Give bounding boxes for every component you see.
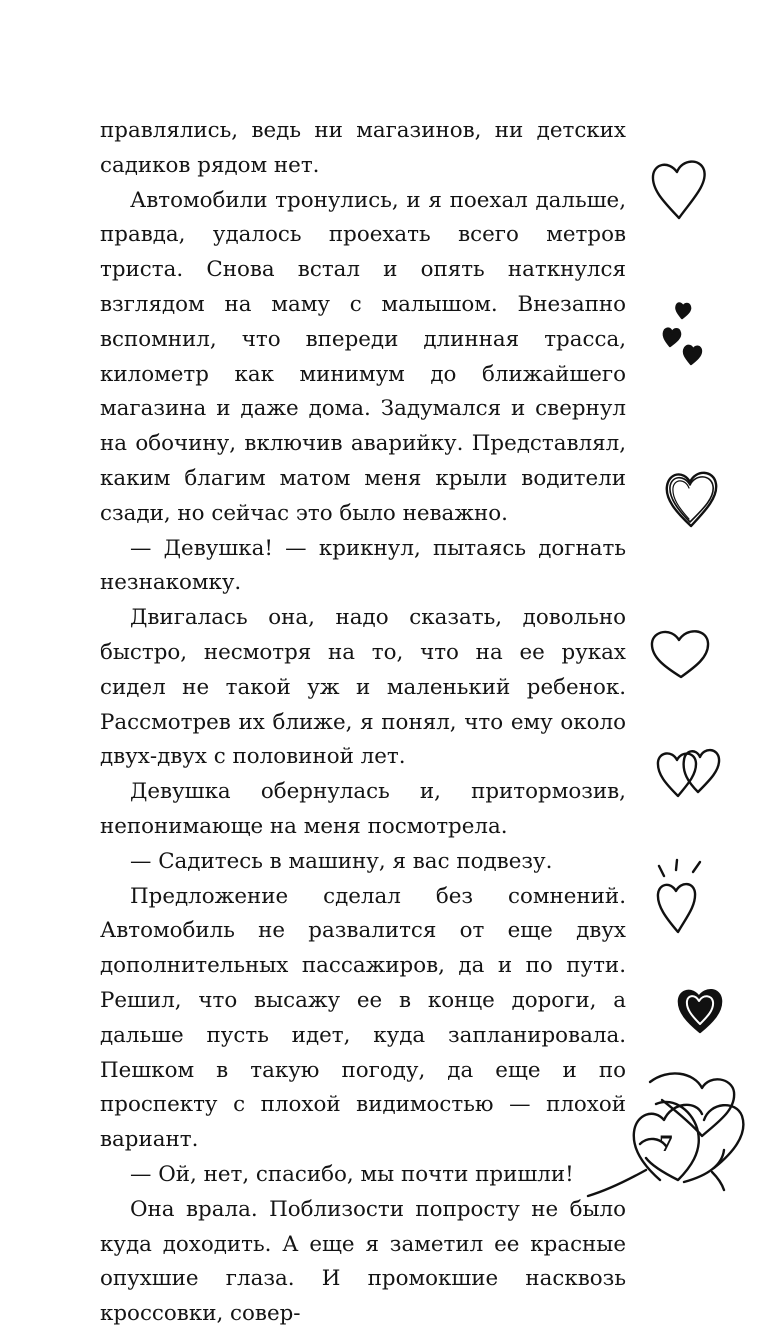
radiating-heart-icon [650, 856, 712, 936]
intertwined-hearts-icon [586, 1062, 768, 1202]
heart-outline-icon [648, 156, 710, 222]
scribble-heart-icon [660, 462, 722, 532]
paragraph: Двигалась она, надо сказать, довольно быстро, несмотря на то, что на ее руках сидел не такой уж и маленький ребенок. Рассмотрев их ближе, я понял, что ему около двух-двух с половиной лет. [100, 605, 626, 770]
paragraph: — Ой, нет, спасибо, мы почти пришли! [130, 1161, 574, 1187]
paragraph: Она врала. Поблизости попросту не было куда доходить. А еще я заметил ее красные опухшие глаза. И промокшие насквозь кроссовки, совер- [100, 1196, 626, 1327]
page-number: 7 [659, 1131, 674, 1156]
paragraph: — Садитесь в машину, я вас подвезу. [130, 848, 553, 874]
book-text [100, 114, 626, 1332]
small-hearts-cluster-icon [660, 298, 704, 368]
paragraph: правлялись, ведь ни магазинов, ни детских садиков рядом нет. [100, 118, 626, 178]
paragraph: Автомобили тронулись, и я поехал дальше, правда, удалось проехать всего метров триста. Снова встал и опять наткнулся взглядом на маму с малышом. Внезапно вспомнил, что впереди длинная трасса, километр как минимум до ближайшего магазина и даже дома. Задумался и свернул на обочину, включив аварийку. Представлял, каким благим матом меня крыли водители сзади, но сейчас это было неважно. [100, 187, 626, 526]
paragraph: — Девушка! — крикнул, пытаясь догнать незнакомку. [100, 535, 626, 596]
filled-heart-icon [674, 982, 726, 1036]
paragraph: Девушка обернулась и, притормозив, непонимающе на меня посмотрела. [100, 779, 626, 839]
heart-outline-icon [647, 623, 713, 681]
paragraph: Предложение сделал без сомнений. Автомобиль не развалится от еще двух дополнительных пассажиров, да и по пути. Решил, что высажу ее в конце дороги, а дальше пусть идет, куда запланировала. Пешком в такую погоду, да еще и по проспекту с плохой видимостью — плохой вариант. [100, 883, 626, 1153]
double-heart-icon [654, 742, 724, 802]
